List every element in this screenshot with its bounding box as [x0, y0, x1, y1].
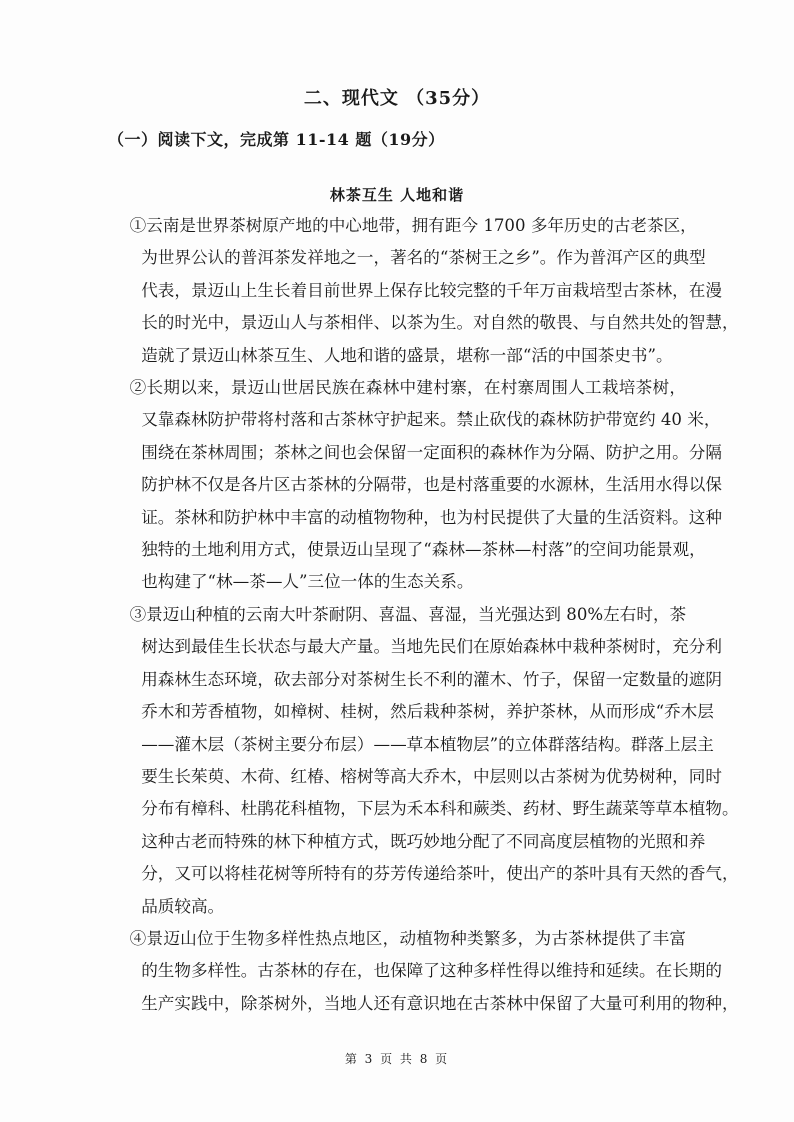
paragraph-2 [108, 372, 722, 599]
text-line: 用森林生态环境，砍去部分对茶树生长不利的灌木、竹子，保留一定数量的遮阴 [141, 669, 722, 689]
text-line: 造就了景迈山林茶互生、人地和谐的盛景，堪称一部“活的中国茶史书”。 [141, 345, 673, 365]
text-line: ——灌木层（茶树主要分布层）——草本植物层”的立体群落结构。群落上层主 [141, 734, 714, 754]
text-line: 分，又可以将桂花树等所特有的芬芳传递给茶叶，使出产的茶叶具有天然的香气， [141, 864, 739, 884]
text-line: 要生长茱萸、木荷、红椿、榕树等高大乔木，中层则以古茶树为优势树种，同时 [141, 766, 722, 786]
subsection-title: （一）阅读下文，完成第 11-14 题（19分） [108, 130, 445, 149]
text-line: 为世界公认的普洱茶发祥地之一，著名的“茶树王之乡”。作为普洱产区的典型 [141, 248, 706, 268]
text-line: ②长期以来，景迈山世居民族在森林中建村寨，在村寨周围人工栽培茶树， [129, 378, 686, 398]
text-line: 又靠森林防护带将村落和古茶林守护起来。禁止砍伐的森林防护带宽约 40 米， [141, 410, 721, 430]
text-line: 长的时光中，景迈山人与茶相伴、以茶为生。对自然的敬畏、与自然共处的智慧， [141, 313, 739, 333]
paragraph-4 [108, 923, 739, 1020]
page-number: 第 3 页 共 8 页 [344, 1052, 450, 1066]
text-line: 独特的土地利用方式，使景迈山呈现了“森林—茶林—村落”的空间功能景观， [141, 540, 706, 560]
text-line: 也构建了“林—茶—人”三位一体的生态关系。 [141, 572, 474, 592]
section-title: 二、现代文 （35分） [303, 88, 491, 109]
text-line: 品质较高。 [141, 896, 225, 916]
text-line: 生产实践中，除茶树外，当地人还有意识地在古茶林中保留了大量可利用的物种， [141, 993, 739, 1013]
text-line: 分布有樟科、杜鹃花科植物，下层为禾本科和蕨类、药材、野生蔬菜等草本植物。 [141, 799, 739, 819]
text-line: 围绕在茶林周围；茶林之间也会保留一定面积的森林作为分隔、防护之用。分隔 [141, 442, 722, 462]
article-body [108, 210, 739, 1020]
paragraph-3 [108, 599, 739, 923]
text-line: ④景迈山位于生物多样性热点地区，动植物种类繁多，为古茶林提供了丰富 [129, 928, 686, 948]
text-line: ③景迈山种植的云南大叶茶耐阴、喜温、喜湿，当光强达到 80%左右时，茶 [129, 604, 687, 624]
paragraph-1 [108, 210, 739, 372]
text-line: 乔木和芳香植物，如樟树、桂树，然后栽种茶树，养护茶林，从而形成“乔木层 [141, 702, 714, 722]
text-line: 的生物多样性。古茶林的存在，也保障了这种多样性得以维持和延续。在长期的 [141, 961, 722, 981]
text-line: 证。茶林和防护林中丰富的动植物物种，也为村民提供了大量的生活资料。这种 [141, 507, 722, 527]
text-line: 这种古老而特殊的林下种植方式，既巧妙地分配了不同高度层植物的光照和养 [141, 831, 706, 851]
text-line: 树达到最佳生长状态与最大产量。当地先民们在原始森林中栽种茶树时，充分利 [141, 637, 722, 657]
text-line: 防护林不仅是各片区古茶林的分隔带，也是村落重要的水源林，生活用水得以保 [141, 475, 722, 495]
text-line: ①云南是世界茶树原产地的中心地带，拥有距今 1700 多年历史的古老茶区， [129, 216, 697, 235]
text-line: 代表，景迈山上生长着目前世界上保存比较完整的千年万亩栽培型古茶林，在漫 [141, 280, 722, 300]
article-title: 林茶互生 人地和谐 [329, 186, 465, 204]
